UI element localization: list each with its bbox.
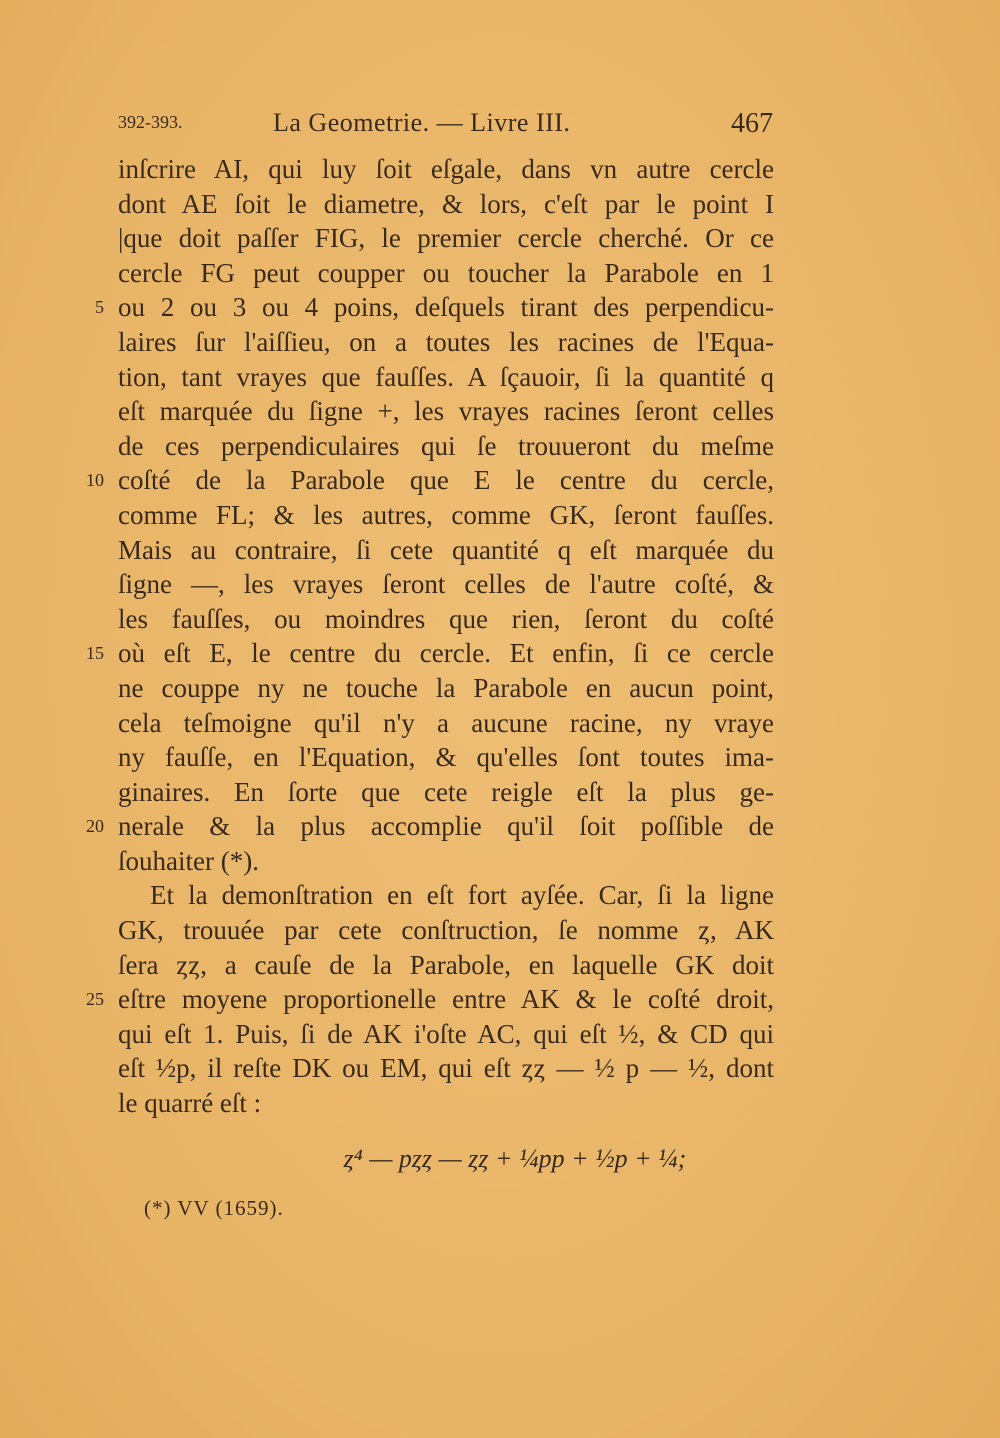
text-line <box>118 844 774 879</box>
line-number: 10 <box>86 470 104 491</box>
page-number: 467 <box>731 108 773 139</box>
line-text: coſté de la Parabole que E le centre du cercle, <box>118 465 774 496</box>
line-text: nerale & la plus accomplie qu'il ſoit poſſible de <box>118 811 774 842</box>
line-text: tion, tant vrayes que fauſſes. A ſçauoir, ſi la quantité q <box>118 361 774 392</box>
line-text: cela teſmoigne qu'il n'y a aucune racine, ny vraye <box>118 707 774 738</box>
line-text: où eſt E, le centre du cercle. Et enfin, ſi ce cercle <box>118 638 774 669</box>
line-text: ſigne —, les vrayes ſeront celles de l'autre coſté, & <box>118 569 774 600</box>
page-range: 392-393. <box>118 112 183 132</box>
line-text: laires ſur l'aiſſieu, on a toutes les racines de l'Equa- <box>118 326 774 357</box>
text-line <box>118 394 774 429</box>
line-number: 15 <box>86 643 104 664</box>
text-line <box>118 498 774 533</box>
line-text: ginaires. En ſorte que cete reigle eſt la plus ge- <box>118 776 774 807</box>
text-line <box>118 1017 774 1052</box>
line-text: le quarré eſt : <box>118 1088 262 1119</box>
text-line <box>118 948 774 983</box>
running-header <box>118 108 773 142</box>
line-text: inſcrire AI, qui luy ſoit eſgale, dans vn autre cercle <box>118 154 774 184</box>
text-line <box>118 740 774 775</box>
text-line <box>86 809 774 844</box>
text-line <box>118 913 774 948</box>
line-text: eſt ½p, il reſte DK ou EM, qui eſt ȥȥ — ½ p — ½, dont <box>118 1053 774 1084</box>
text-line <box>118 221 774 256</box>
line-text: dont AE ſoit le diametre, & lors, c'eſt par le point I <box>118 188 774 219</box>
line-text: |que doit paſſer FIG, le premier cercle cherché. Or ce <box>118 223 774 254</box>
line-text: Et la demonſtration en eſt fort ayſée. Car, ſi la ligne <box>150 880 774 911</box>
line-text: ou 2 ou 3 ou 4 poins, deſquels tirant des perpendicu- <box>118 292 774 323</box>
text-line <box>118 671 774 706</box>
text-line <box>118 429 774 464</box>
line-text: ne couppe ny ne touche la Parabole en aucun point, <box>118 672 774 703</box>
line-text: ſera ȥȥ, a cauſe de la Parabole, en laquelle GK doit <box>118 949 774 980</box>
body-text <box>86 152 774 1121</box>
text-line <box>118 775 774 810</box>
text-line <box>118 1086 774 1121</box>
line-text: eſtre moyene proportionelle entre AK & le coſté droit, <box>118 984 774 1015</box>
line-text: qui eſt 1. Puis, ſi de AK i'oſte AC, qui eſt ½, & CD qui <box>118 1018 774 1049</box>
line-text: les fauſſes, ou moindres que rien, ſeront du coſté <box>118 603 774 634</box>
text-line <box>118 325 774 360</box>
line-number: 5 <box>95 297 104 318</box>
footnote: (*) VV (1659). <box>144 1196 284 1220</box>
line-text: eſt marquée du ſigne +, les vrayes racines ſeront celles <box>118 396 774 427</box>
text-line <box>95 290 774 325</box>
text-line <box>118 706 774 741</box>
line-text: ny fauſſe, en l'Equation, & qu'elles ſont toutes ima- <box>118 742 774 773</box>
text-line <box>118 1051 774 1086</box>
text-line <box>118 567 774 602</box>
text-line <box>118 187 774 222</box>
text-line <box>118 360 774 395</box>
text-line <box>86 982 774 1017</box>
line-number: 20 <box>86 816 104 837</box>
line-text: ſouhaiter (*). <box>118 845 259 876</box>
text-line <box>86 463 774 498</box>
line-text: cercle FG peut coupper ou toucher la Parabole en 1 <box>118 257 774 288</box>
equation: ȥ⁴ — pȥȥ — ȥȥ + ¼pp + ½p + ¼; <box>343 1144 687 1173</box>
text-line <box>86 636 774 671</box>
text-line <box>118 533 774 568</box>
line-text: GK, trouuée par cete conſtruction, ſe nomme ȥ, AK <box>118 915 774 946</box>
text-line <box>118 602 774 637</box>
text-line <box>118 256 774 291</box>
text-line <box>118 152 774 187</box>
line-text: de ces perpendiculaires qui ſe trouueront du meſme <box>118 430 774 461</box>
line-text: comme FL; & les autres, comme GK, ſeront fauſſes. <box>118 499 774 530</box>
line-text: Mais au contraire, ſi cete quantité q eſt marquée du <box>118 534 774 565</box>
text-line <box>118 878 774 913</box>
running-title: La Geometrie. — Livre III. <box>273 108 571 137</box>
line-number: 25 <box>86 989 104 1010</box>
